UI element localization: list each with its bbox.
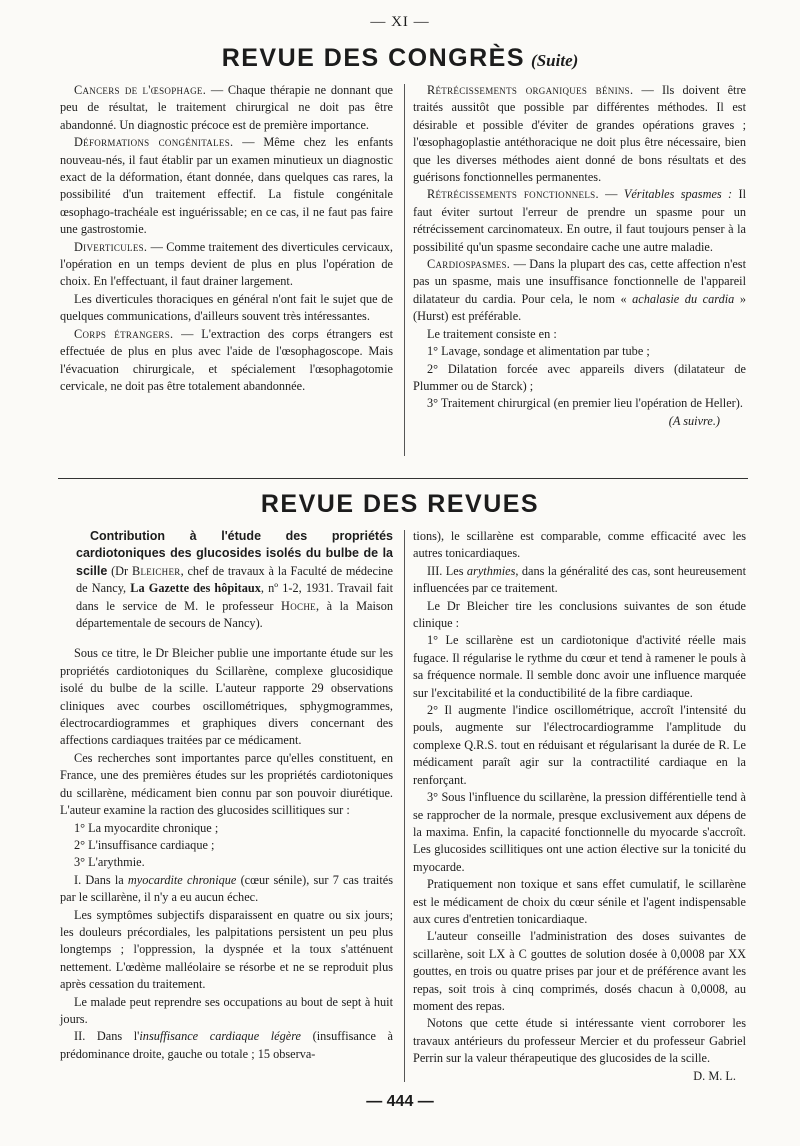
revues-right-p5: 2° Il augmente l'indice oscillométrique, accroît l'intensité du pouls, augmente sur l'électrocardiogramme l'amplitude du complexe Q.R.S. tout en réduisant et régularisant la durée de R. Le médicament paraît agir sur la contractilité cardiaque en la renforçant. bbox=[413, 703, 746, 787]
revues-left-p5: Le malade peut reprendre ses occupations au bout de sept à huit jours. bbox=[60, 994, 393, 1026]
signature: D. M. L. bbox=[693, 1068, 736, 1083]
congres-suite: (Suite) bbox=[531, 51, 579, 70]
congres-right-p4: Le traitement consiste en : bbox=[427, 326, 557, 341]
revues-list-item-2: 2° L'insuffisance cardiaque ; bbox=[74, 837, 215, 852]
a-suivre: (A suivre.) bbox=[668, 413, 720, 428]
revues-right-p2: III. Les arythmies, dans la généralité des cas, sont heureusement influencées par ce traitement. bbox=[413, 563, 747, 596]
revues-right-p1: tions), le scillarène est comparable, comme efficacité avec les autres tonicardiaques. bbox=[413, 529, 746, 561]
revues-list-item-1: 1° La myocardite chronique ; bbox=[74, 820, 219, 835]
congres-left-p4: Les diverticules thoraciques en général n'ont fait le sujet que de quelques communications, d'ailleurs souvent très intéressantes. bbox=[60, 291, 393, 324]
congres-right-p3: Cardiospasmes. — Dans la plupart des cas, cette affection n'est pas un spasme, mais une insuffisance fonctionnelle de l'appareil dilatateur du cardia. Pour cela, le nom « achalasie du cardia » (Hurst) est préférable. bbox=[413, 257, 746, 324]
revues-right-p6: 3° Sous l'influence du scillarène, la pression différentielle tend à se rapprocher de la normale, presque exclusivement aux dépens de la maxima. Enfin, la capacité fonctionnelle du myocarde s'accroît. Les glucosides scillitiques ont une action élective sur la tonicité du myocarde. bbox=[413, 790, 746, 874]
congres-left-p2: Déformations congénitales. — Même chez les enfants nouveau-nés, il faut établir par un examen minutieux un diagnostic exact de la déformation, étant donnée, dans quelques cas rares, la possibilité d'un traitement effectif. La fistule congénitale œsophago-trachéale est inguérissable; en ce cas, il ne faut pas faire une gastrostomie. bbox=[60, 135, 393, 237]
revues-right-p8: L'auteur conseille l'administration des doses suivantes de scillarène, soit LX à C gouttes de solution dosée à 0,0008 par XX gouttes, en trois ou quatre prises par jour et de préférence avant les repas, soit trois à cinq comprimés, dosés chacun à 0,0008, au moment des repas. bbox=[413, 929, 746, 1013]
revues-right-p9: Notons que cette étude si intéressante vient corroborer les travaux antérieurs du professeur Mercier et du professeur Gabriel Perrin sur la valeur thérapeutique des glucosides de la scille. bbox=[413, 1016, 746, 1066]
revues-left-column bbox=[60, 528, 393, 1063]
revues-left-p1: Sous ce titre, le Dr Bleicher publie une importante étude sur les propriétés cardiotoniques du Scillarène, complexe glucosidique isolé du bulbe de la scille. L'auteur rapporte 29 observations cliniques avec courbes oscillométriques, sphygmogrammes, électrocardiogrammes et graphiques divers concernant des affections cardiaques traitées par ce médicament. bbox=[60, 646, 393, 748]
congres-right-p2: Rétrécissements fonctionnels. — Véritables spasmes : Il faut éviter surtout l'erreur de prendre un spasme pour un rétrécissement carcinomateux. En outre, il faut toujours penser à la possibilité qu'un spasme secondaire cache une autre maladie. bbox=[413, 187, 746, 254]
revues-right-column bbox=[413, 528, 746, 1085]
revues-left-p4: Les symptômes subjectifs disparaissent en quatre ou six jours; les douleurs précordiales, les palpitations persistent un peu plus longtemps ; l'oppression, la dyspnée et la toux s'atténuent nettement. L'œdème malléolaire se résorbe et ne se reproduit plus après cessation du traitement. bbox=[60, 907, 393, 992]
page-number: — 444 — bbox=[366, 1093, 434, 1110]
congres-title-block bbox=[0, 44, 800, 73]
congres-left-p3: Diverticules. — Comme traitement des diverticules cervicaux, l'opération en un temps devient de plus en plus l'opération de choix. En l'effectuant, il faut drainer largement. bbox=[60, 239, 393, 289]
congres-list-item-3: 3° Traitement chirurgical (en premier lieu l'opération de Heller). bbox=[427, 396, 743, 411]
revues-right-p4: 1° Le scillarène est un cardiotonique d'activité réelle mais fugace. Il régularise le rythme du cœur et tend à ramener le pouls à sa fréquence normale. Il semble donc avoir une influence marquée sur l'excitabilité et la conductibilité de la fibre cardiaque. bbox=[413, 633, 746, 700]
congres-right-column bbox=[413, 82, 746, 430]
article-heading: Contribution à l'étude des propriétés cardiotoniques des glucosides isolés du bulbe de la scille (Dr Bleicher, chef de travaux à la Faculté de médecine de Nancy, La Gazette des hôpitaux, nº 1-2, 1931. Travail fait dans le service de M. le professeur Hoche, à la Maison départementale de secours de Nancy). bbox=[76, 529, 394, 631]
revues-left-p6: II. Dans l'insuffisance cardiaque légère (insuffisance à prédominance droite, gauche ou totale ; 15 observa- bbox=[60, 1029, 393, 1061]
revues-left-p2: Ces recherches sont importantes parce qu'elles constituent, en France, une des premières études sur les propriétés cardiotoniques du scillarène, médicament bien connu par son pouvoir diurétique. L'auteur examine la raction des glucosides scillitiques sur : bbox=[60, 750, 393, 818]
congres-right-p1: Rétrécissements organiques bénins. — Ils doivent être traités aussitôt que possible par différentes méthodes. Il est désirable et possible d'éviter de grandes opérations graves ; l'œsophagoplastie antéthoracique ne doit plus être nécessaire, bien que les diverses méthodes aient donné de bons résultats et des guérisons fonctionnelles permanentes. bbox=[413, 83, 746, 185]
congres-list-item-1: 1° Lavage, sondage et alimentation par tube ; bbox=[427, 344, 650, 359]
section-divider bbox=[58, 478, 748, 479]
congres-left-p5: Corps étrangers. — L'extraction des corps étrangers est effectuée de plus en plus avec l'aide de l'œsophagoscope. Mais l'évacuation chirurgicale, et spécialement l'œsophagotomie cervicale, ne doit pas être totalement abandonnée. bbox=[60, 326, 393, 393]
page-roman-numeral: — XI — bbox=[370, 14, 430, 30]
revues-right-p7: Pratiquement non toxique et sans effet cumulatif, le scillarène est le médicament de choix du cœur sénile et l'agent indispensable aux cures d'entretien tonicardiaque. bbox=[413, 877, 746, 926]
congres-left-column bbox=[60, 82, 393, 395]
congres-column-rule bbox=[404, 84, 405, 456]
revues-list-item-3: 3° L'arythmie. bbox=[74, 855, 145, 870]
revues-left-p3: I. Dans la myocardite chronique (cœur sénile), sur 7 cas traités par le scillarène, il n'y a eu aucun échec. bbox=[60, 872, 393, 905]
congres-list-item-2: 2° Dilatation forcée avec appareils divers (dilatateur de Plummer ou de Starck) ; bbox=[413, 361, 746, 393]
revues-title: REVUE DES REVUES bbox=[260, 490, 540, 518]
revues-column-rule bbox=[404, 530, 405, 1082]
congres-left-p1: Cancers de l'œsophage. — Chaque thérapie ne donnant que peu de résultat, le traitement chirurgical ne doit pas être abandonné. Un diagnostic précoce est de première importance. bbox=[60, 83, 393, 132]
congres-title: REVUE DES CONGRÈS bbox=[221, 44, 526, 72]
revues-right-p3: Le Dr Bleicher tire les conclusions suivantes de son étude clinique : bbox=[413, 598, 746, 631]
